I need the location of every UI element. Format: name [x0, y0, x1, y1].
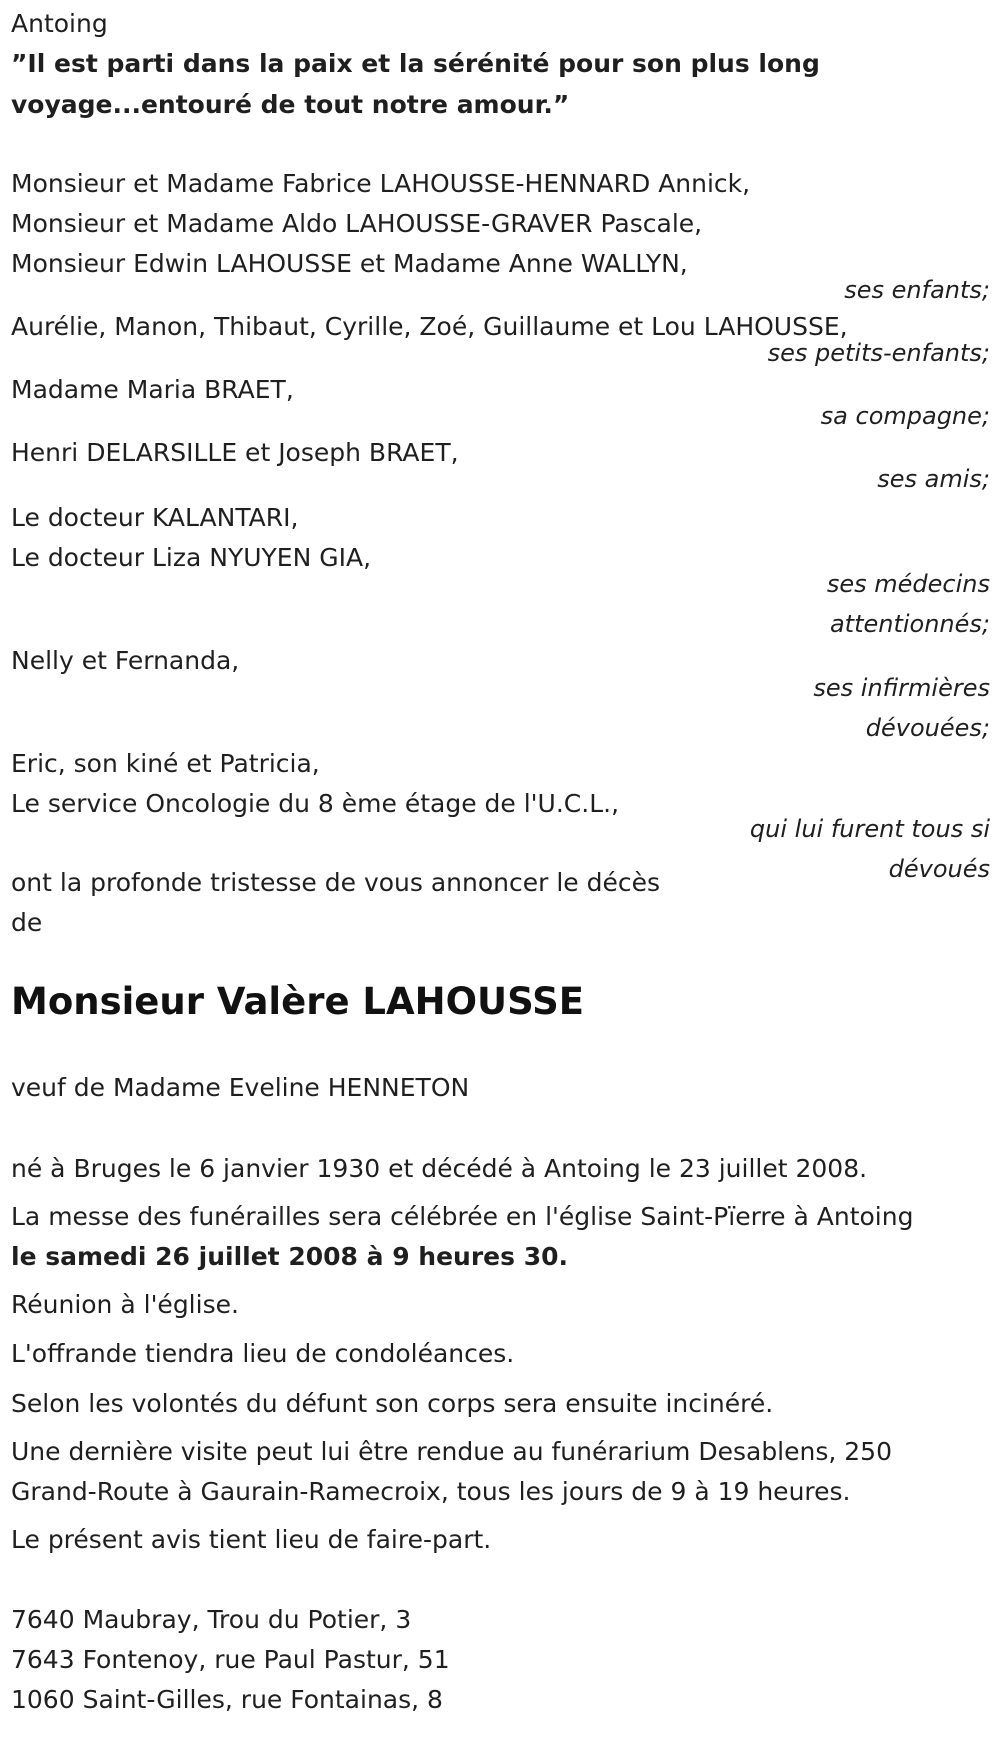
announcement-line-1: ont la profonde tristesse de vous annoncer le décès: [11, 868, 661, 897]
quote-line-2: voyage...entouré de tout notre amour.”: [11, 90, 570, 119]
visit-line-1: Une dernière visite peut lui être rendue au funérarium Desablens, 250: [11, 1437, 892, 1466]
meeting-text: Réunion à l'église.: [11, 1290, 239, 1319]
family-child-3: Monsieur Edwin LAHOUSSE et Madame Anne WALLYN,: [11, 249, 688, 278]
nurses-relation-line-1: ses infirmières: [813, 674, 990, 702]
mass-date: le samedi 26 juillet 2008 à 9 heures 30.: [11, 1242, 568, 1271]
quote-line-1: ”Il est parti dans la paix et la sérénité pour son plus long: [11, 49, 820, 78]
family-care-2: Le service Oncologie du 8 ème étage de l'U.C.L.,: [11, 789, 620, 818]
birth-death-text: né à Bruges le 6 janvier 1930 et décédé à Antoing le 23 juillet 2008.: [11, 1154, 868, 1183]
family-companion: Madame Maria BRAET,: [11, 375, 294, 404]
announcement-line-2: de: [11, 908, 43, 937]
mass-text: La messe des funérailles sera célébrée en l'église Saint-Pïerre à Antoing: [11, 1202, 914, 1231]
doctors-relation-line-1: ses médecins: [826, 570, 990, 598]
family-child-2: Monsieur et Madame Aldo LAHOUSSE-GRAVER Pascale,: [11, 209, 703, 238]
notice-text: Le présent avis tient lieu de faire-part.: [11, 1525, 492, 1554]
friends-relation: ses amis;: [877, 465, 990, 493]
family-doctor-2: Le docteur Liza NYUYEN GIA,: [11, 543, 372, 572]
children-relation: ses enfants;: [844, 276, 990, 304]
nurses-relation-line-2: dévouées;: [865, 714, 990, 742]
companion-relation: sa compagne;: [820, 402, 990, 430]
address-2: 7643 Fontenoy, rue Paul Pastur, 51: [11, 1645, 450, 1674]
address-1: 7640 Maubray, Trou du Potier, 3: [11, 1605, 412, 1634]
family-grandchildren: Aurélie, Manon, Thibaut, Cyrille, Zoé, Guillaume et Lou LAHOUSSE,: [11, 312, 848, 341]
family-friends: Henri DELARSILLE et Joseph BRAET,: [11, 438, 459, 467]
doctors-relation-line-2: attentionnés;: [829, 610, 990, 638]
grandchildren-relation: ses petits-enfants;: [767, 339, 990, 367]
widower-of: veuf de Madame Eveline HENNETON: [11, 1073, 470, 1102]
family-care-1: Eric, son kiné et Patricia,: [11, 749, 320, 778]
family-child-1: Monsieur et Madame Fabrice LAHOUSSE-HENNARD Annick,: [11, 169, 751, 198]
offering-text: L'offrande tiendra lieu de condoléances.: [11, 1339, 515, 1368]
location-label: Antoing: [11, 9, 108, 38]
deceased-name: Monsieur Valère LAHOUSSE: [11, 980, 585, 1023]
family-doctor-1: Le docteur KALANTARI,: [11, 503, 299, 532]
visit-line-2: Grand-Route à Gaurain-Ramecroix, tous les jours de 9 à 19 heures.: [11, 1477, 851, 1506]
address-3: 1060 Saint-Gilles, rue Fontainas, 8: [11, 1685, 443, 1714]
care-relation-line-1: qui lui furent tous si: [749, 815, 990, 843]
cremation-text: Selon les volontés du défunt son corps sera ensuite incinéré.: [11, 1389, 774, 1418]
care-relation-line-2: dévoués: [888, 855, 990, 883]
family-nurses: Nelly et Fernanda,: [11, 646, 240, 675]
